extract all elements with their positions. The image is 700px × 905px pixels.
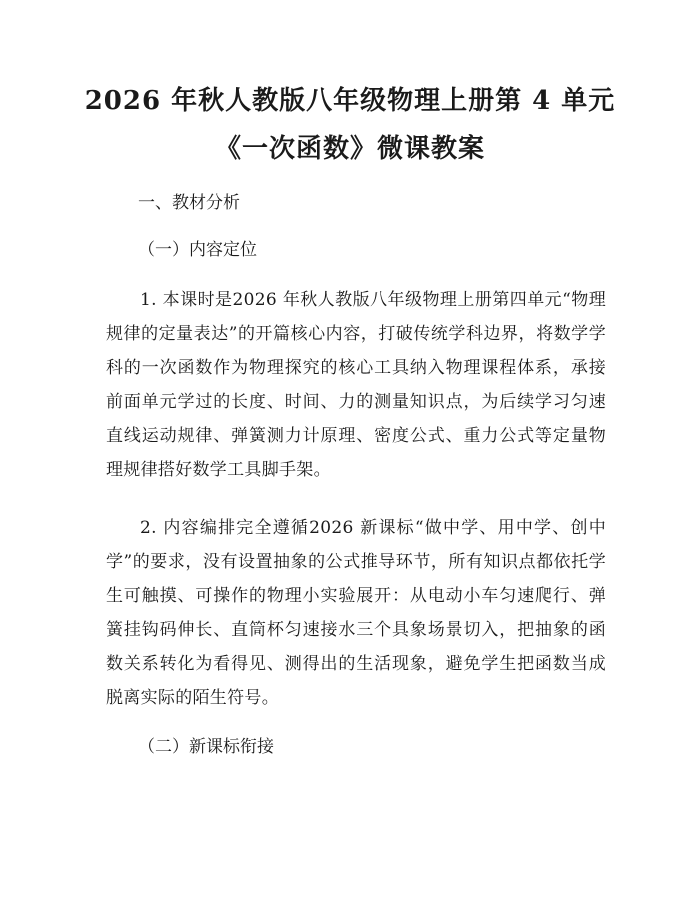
subsection-heading-content-positioning: （一）内容定位 xyxy=(138,240,257,260)
section-heading-textbook-analysis: 一、教材分析 xyxy=(138,193,240,213)
body-paragraph-1: 1. 本课时是2026 年秋人教版八年级物理上册第四单元“物理规律的定量表达”的开篇核心内容，打破传统学科边界，将数学学科的一次函数作为物理探究的核心工具纳入物理课程体系，承接前面单元学过的长度、时间、力的测量知识点，为后续学习匀速直线运动规律、弹簧测力计原理、密度公式、重力公式等定量物理规律搭好数学工具脚手架。 xyxy=(106,290,606,480)
subsection-heading-curriculum-link: （二）新课标衔接 xyxy=(138,737,274,757)
body-paragraph-2: 2. 内容编排完全遵循2026 新课标“做中学、用中学、创中学”的要求，没有设置抽象的公式推导环节，所有知识点都依托学生可触摸、可操作的物理小实验展开：从电动小车匀速爬行、弹簧挂钩码伸长、直筒杯匀速接水三个具象场景切入，把抽象的函数关系转化为看得见、测得出的生活现象，避免学生把函数当成脱离实际的陌生符号。 xyxy=(106,518,606,708)
document-title-line-2: 《一次函数》微课教案 xyxy=(214,134,485,164)
document-title-line-1: 2026 年秋人教版八年级物理上册第 4 单元 xyxy=(84,86,616,116)
